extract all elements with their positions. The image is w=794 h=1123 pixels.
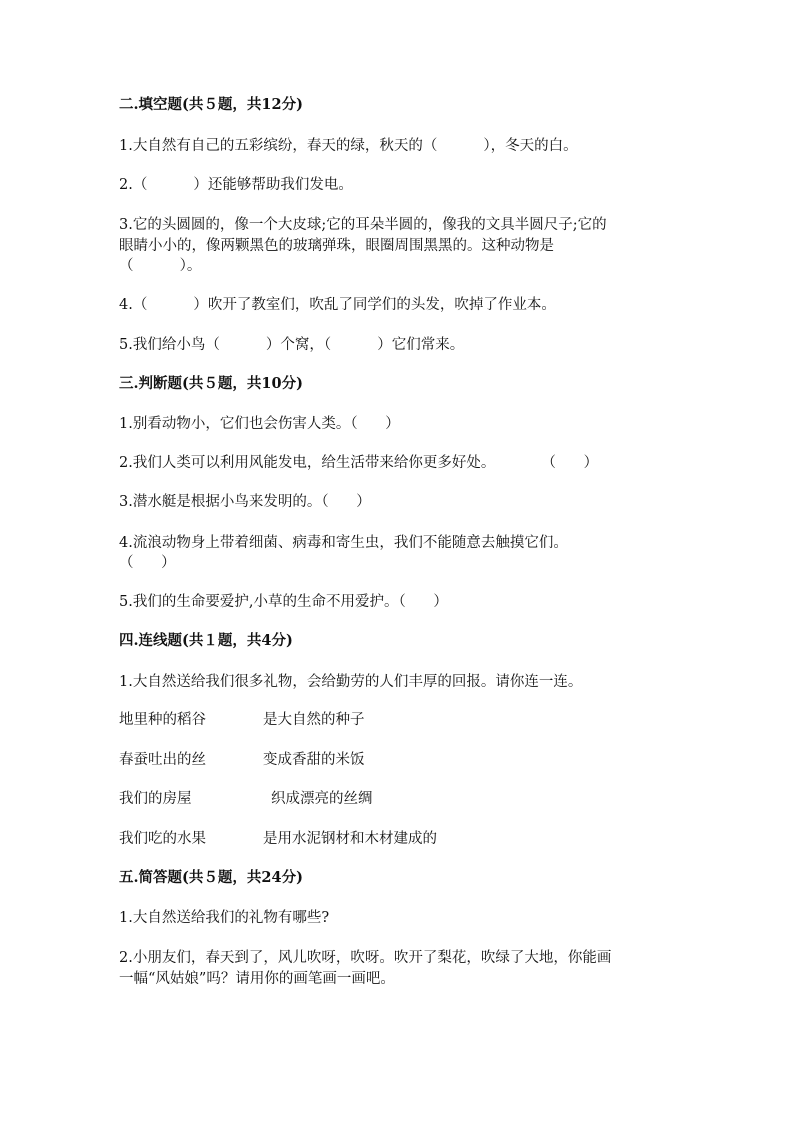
match-left-item-1: 地里种的稻谷 xyxy=(119,712,206,728)
match-right-item-1: 是大自然的种子 xyxy=(263,712,365,728)
fill-question-3-line-2: 眼睛小小的，像两颗黑色的玻璃弹珠，眼圈周围黑黑的。这种动物是 xyxy=(119,238,554,254)
match-left-item-2: 春蚕吐出的丝 xyxy=(119,752,206,768)
fill-question-1: 1.大自然有自己的五彩缤纷，春天的绿，秋天的（ ），冬天的白。 xyxy=(119,138,578,154)
match-right-item-4: 是用水泥钢材和木材建成的 xyxy=(263,831,437,847)
fill-question-4: 4.（ ）吹开了教室们，吹乱了同学们的头发，吹掉了作业本。 xyxy=(119,297,556,313)
match-left-item-4: 我们吃的水果 xyxy=(119,831,206,847)
judge-question-4-line-2: （ ） xyxy=(119,555,176,571)
judge-question-4-line-1: 4.流浪动物身上带着细菌、病毒和寄生虫，我们不能随意去触摸它们。 xyxy=(119,535,568,551)
fill-question-2: 2.（ ）还能够帮助我们发电。 xyxy=(119,177,353,193)
fill-question-3-line-3: （ ）。 xyxy=(119,258,202,274)
match-right-item-2: 变成香甜的米饭 xyxy=(263,752,365,768)
answer-question-2-line-2: 一幅“风姑娘”吗？请用你的画笔画一画吧。 xyxy=(119,971,395,987)
judge-section-heading: 三.判断题(共５题，共10分) xyxy=(119,375,303,392)
match-question-1: 1.大自然送给我们很多礼物，会给勤劳的人们丰厚的回报。请你连一连。 xyxy=(119,674,583,690)
judge-question-2: 2.我们人类可以利用风能发电，给生活带来给你更多好处。 （ ） xyxy=(119,455,599,471)
match-left-item-3: 我们的房屋 xyxy=(119,791,192,807)
answer-question-1: 1.大自然送给我们的礼物有哪些? xyxy=(119,910,330,926)
judge-question-1: 1.别看动物小，它们也会伤害人类。（ ） xyxy=(119,416,400,432)
match-section-heading: 四.连线题(共１题，共4分) xyxy=(119,632,293,649)
judge-question-5: 5.我们的生命要爱护,小草的生命不用爱护。（ ） xyxy=(119,594,448,610)
fill-section-heading: 二.填空题(共５题，共12分) xyxy=(119,96,303,113)
judge-question-3: 3.潜水艇是根据小鸟来发明的。（ ） xyxy=(119,494,371,510)
answer-section-heading: 五.简答题(共５题，共24分) xyxy=(119,869,303,886)
match-right-item-3: 织成漂亮的丝绸 xyxy=(271,791,373,807)
fill-question-5: 5.我们给小鸟（ ）个窝，（ ）它们常来。 xyxy=(119,337,465,353)
answer-question-2-line-1: 2.小朋友们，春天到了，风儿吹呀，吹呀。吹开了梨花，吹绿了大地，你能画 xyxy=(119,950,612,966)
fill-question-3-line-1: 3.它的头圆圆的，像一个大皮球;它的耳朵半圆的，像我的文具半圆尺子;它的 xyxy=(119,217,607,233)
